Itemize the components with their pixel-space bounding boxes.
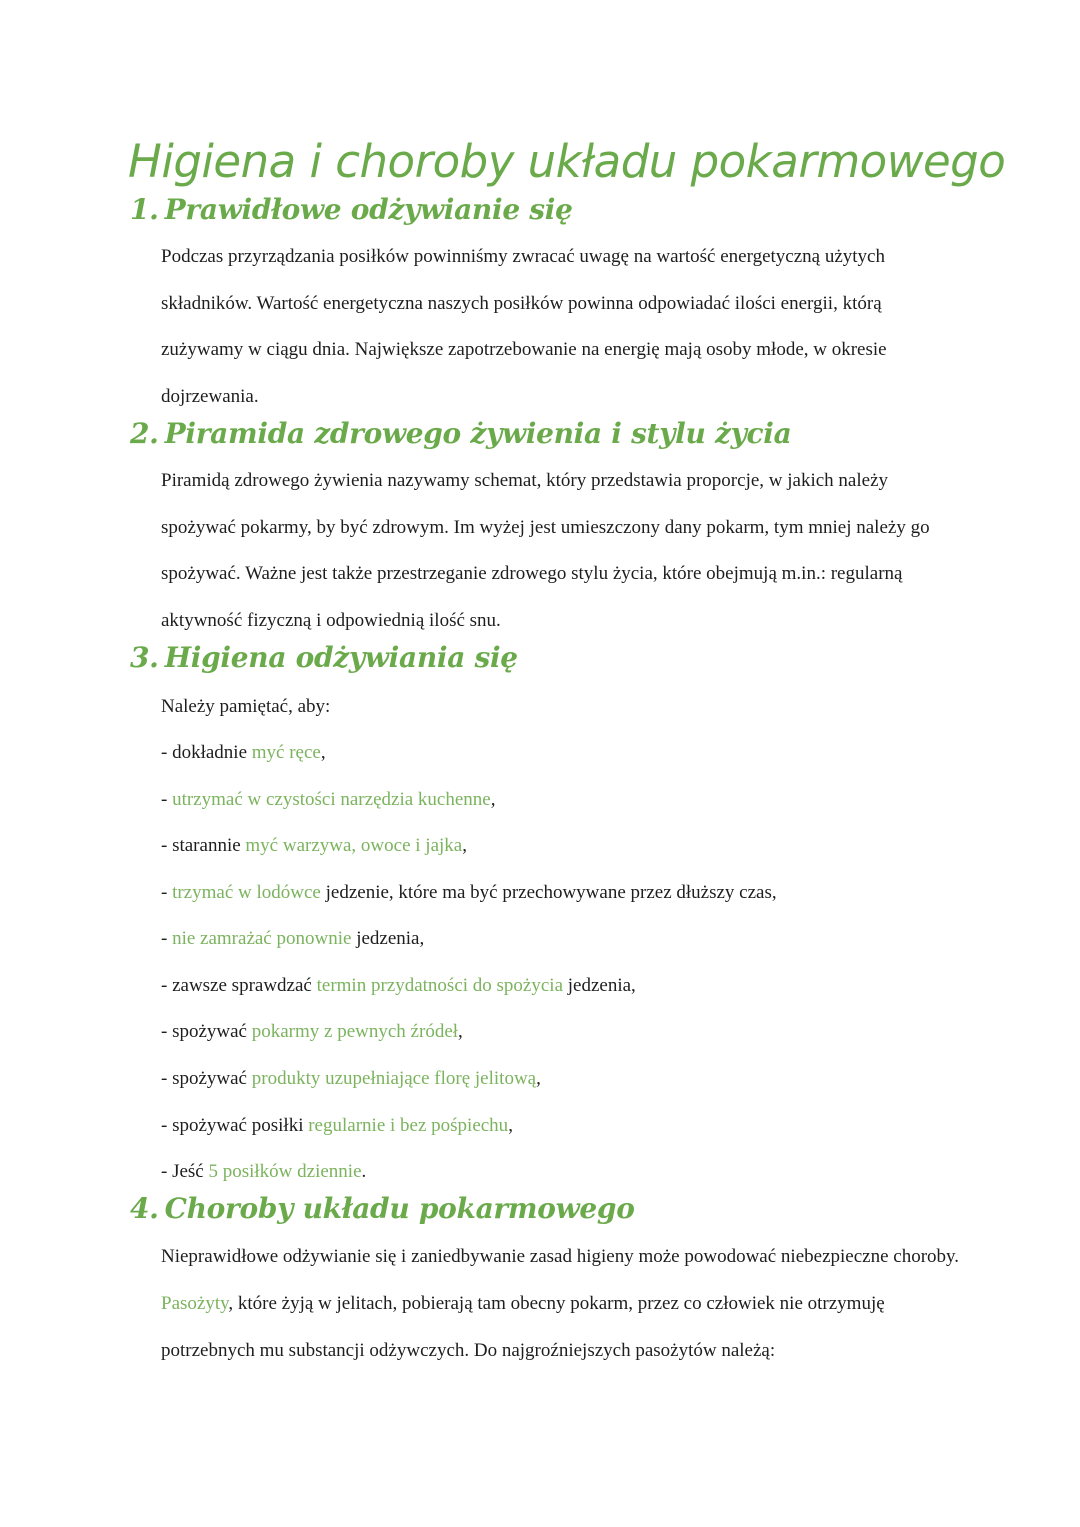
- section-paragraph-4b: [161, 1281, 921, 1374]
- list-item: [161, 878, 777, 908]
- section-number: 4.: [130, 1192, 159, 1225]
- paragraph-text: Piramidą zdrowego żywienia nazywamy schemat, który przedstawia proporcje, w jakich należy spożywać pokarmy, by być zdrowym. Im wyżej jest umieszczony dany pokarm, tym mniej należy go spożywać. Ważne jest także przestrzeganie zdrowego stylu życia, które obejmują m.in.: regularną aktywność fizyczną i odpowiednią ilość snu.: [161, 470, 930, 631]
- item-text: ,: [508, 1115, 513, 1136]
- item-text: - zawsze sprawdzać: [161, 975, 317, 996]
- section-heading-4: [130, 1191, 635, 1227]
- section-heading-text: Choroby układu pokarmowego: [164, 1192, 635, 1225]
- list-item: [161, 1157, 366, 1187]
- item-highlight: regularnie i bez pośpiechu: [308, 1115, 509, 1136]
- item-highlight: termin przydatności do spożycia: [316, 975, 564, 996]
- paragraph-text: Podczas przyrządzania posiłków powinniśmy zwracać uwagę na wartość energetyczną użytych składników. Wartość energetyczna naszych posiłków powinna odpowiadać ilości energii, którą zużywamy w ciągu dnia. Największe zapotrzebowanie na energię mają osoby młode, w okresie dojrzewania.: [161, 246, 887, 407]
- section-heading-text: Piramida zdrowego żywienia i stylu życia: [164, 417, 792, 450]
- item-highlight: utrzymać w czystości narzędzia kuchenne: [172, 789, 491, 810]
- item-text: - Jeść: [161, 1161, 209, 1182]
- section-heading-text: Higiena odżywiania się: [164, 641, 518, 674]
- list-item: [161, 738, 326, 768]
- item-text: - spożywać: [161, 1021, 252, 1042]
- item-text: -: [161, 789, 173, 810]
- item-text: -: [161, 882, 173, 903]
- item-highlight: pokarmy z pewnych źródeł: [251, 1021, 459, 1042]
- item-highlight: myć ręce: [251, 742, 321, 763]
- list-item: [161, 1064, 541, 1094]
- item-text: ,: [536, 1068, 541, 1089]
- item-text: jedzenie, które ma być przechowywane przez dłuższy czas,: [320, 882, 777, 903]
- item-text: - dokładnie: [161, 742, 252, 763]
- section-paragraph-1: [161, 234, 961, 420]
- item-text: - starannie: [161, 835, 246, 856]
- list-item: [161, 1017, 463, 1047]
- paragraph-highlight: Pasożyty: [161, 1293, 229, 1314]
- section-heading-2: [130, 416, 792, 452]
- item-text: ,: [462, 835, 467, 856]
- section-intro: Należy pamiętać, aby:: [161, 696, 331, 717]
- list-item: [161, 971, 636, 1001]
- section-heading-text: Prawidłowe odżywianie się: [164, 193, 573, 226]
- item-highlight: 5 posiłków dziennie: [208, 1161, 362, 1182]
- item-text: -: [161, 928, 173, 949]
- item-text: ,: [320, 742, 326, 763]
- item-highlight: trzymać w lodówce: [172, 882, 321, 903]
- item-text: - spożywać: [161, 1068, 252, 1089]
- item-text: ,: [490, 789, 496, 810]
- item-text: jedzenia,: [351, 928, 425, 949]
- section-number: 3.: [130, 641, 159, 674]
- section-paragraph-4a: Nieprawidłowe odżywianie się i zaniedbywanie zasad higieny może powodować niebezpieczne choroby.: [161, 1246, 960, 1267]
- item-text: - spożywać posiłki: [161, 1115, 309, 1136]
- paragraph-text: , które żyją w jelitach, pobierają tam obecny pokarm, przez co człowiek nie otrzymuję potrzebnych mu substancji odżywczych. Do najgroźniejszych pasożytów należą:: [161, 1293, 885, 1361]
- section-heading-3: [130, 640, 518, 676]
- item-highlight: nie zamrażać ponownie: [172, 928, 352, 949]
- item-highlight: produkty uzupełniające florę jelitową: [251, 1068, 537, 1089]
- list-item: [161, 1111, 513, 1141]
- page-title: Higiena i choroby układu pokarmowego: [128, 135, 1006, 188]
- item-highlight: myć warzywa, owoce i jajka: [245, 835, 463, 856]
- list-item: [161, 924, 424, 954]
- item-text: ,: [458, 1021, 463, 1042]
- list-item: [161, 785, 495, 815]
- section-heading-1: [130, 192, 573, 228]
- item-text: .: [361, 1161, 367, 1182]
- item-text: jedzenia,: [563, 975, 636, 996]
- section-number: 1.: [130, 193, 159, 226]
- section-number: 2.: [130, 417, 159, 450]
- list-item: [161, 831, 467, 861]
- section-paragraph-2: [161, 458, 961, 644]
